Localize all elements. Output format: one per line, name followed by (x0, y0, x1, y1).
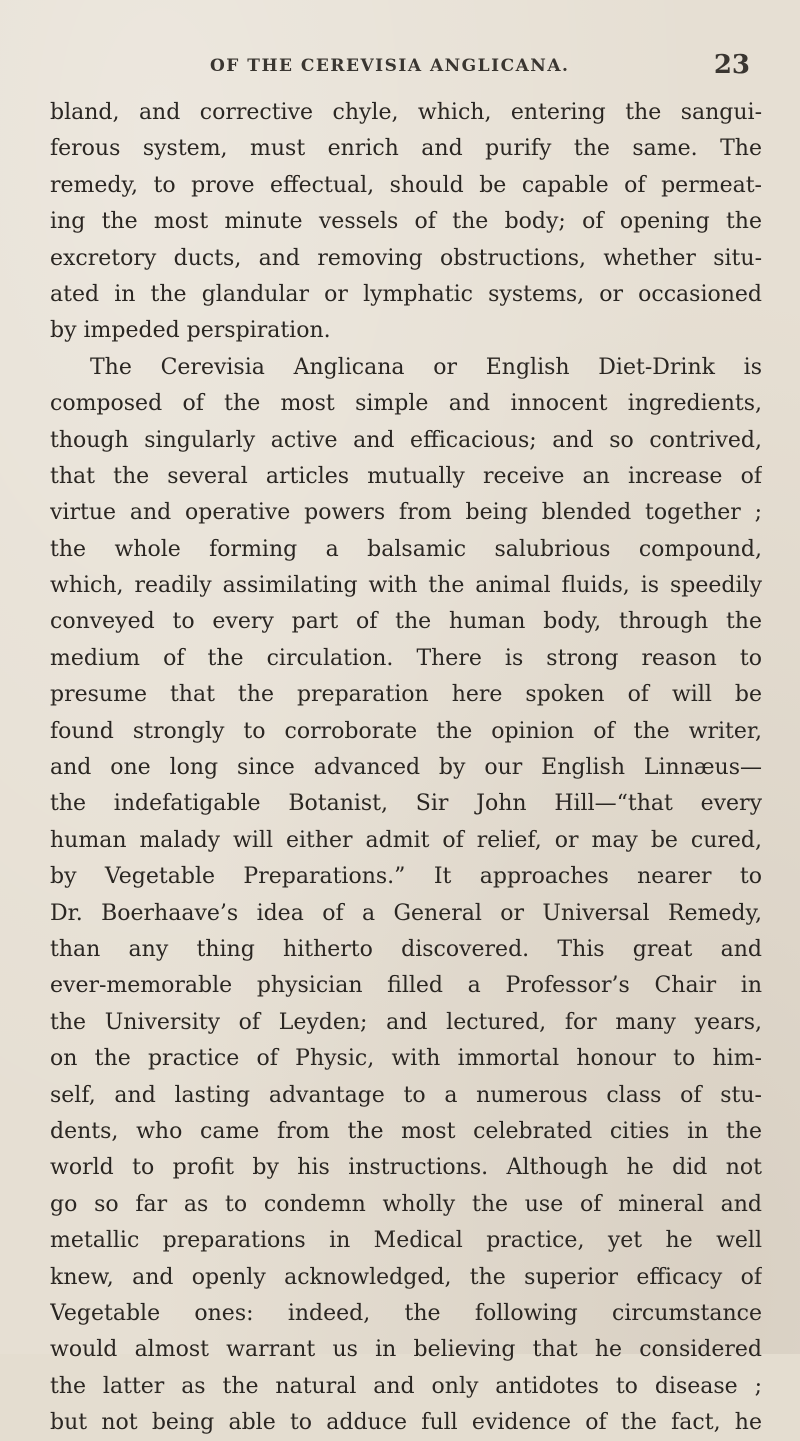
text-line: that the several articles mutually receive an increase of (50, 463, 762, 489)
text-line: dents, who came from the most celebrated cities in the (50, 1118, 762, 1144)
text-line: knew, and openly acknowledged, the superior efficacy of (50, 1264, 762, 1290)
text-line: ferous system, must enrich and purify the same. The (50, 136, 762, 162)
text-line: Vegetable ones: indeed, the following circumstance (50, 1300, 762, 1326)
text-line: human malady will either admit of relief, or may be cured, (50, 827, 762, 853)
page-number: 23 (713, 50, 750, 80)
text-line: virtue and operative powers from being blended together ; (50, 500, 762, 526)
text-line: ever-memorable physician filled a Professor’s Chair in (50, 973, 762, 999)
running-head (210, 50, 750, 86)
text-line: would almost warrant us in believing that he considered (50, 1337, 762, 1363)
text-line: remedy, to prove effectual, should be capable of permeat- (50, 172, 762, 198)
text-line: by Vegetable Preparations.” It approaches nearer to (50, 864, 762, 890)
text-line: but not being able to adduce full evidence of the fact, he (50, 1410, 762, 1436)
text-line: the latter as the natural and only antidotes to disease ; (50, 1373, 762, 1399)
text-line: world to profit by his instructions. Although he did not (50, 1155, 762, 1181)
text-line: conveyed to every part of the human body, through the (50, 609, 762, 635)
text-line: bland, and corrective chyle, which, entering the sangui- (50, 100, 762, 125)
text-line: medium of the circulation. There is strong reason to (50, 645, 762, 671)
text-line: found strongly to corroborate the opinion of the writer, (50, 718, 762, 744)
running-title: OF THE CEREVISIA ANGLICANA. (210, 56, 570, 76)
text-line: on the practice of Physic, with immortal honour to him- (50, 1046, 762, 1072)
body-text (50, 95, 762, 1441)
text-line: which, readily assimilating with the animal fluids, is speedily (50, 573, 762, 599)
text-line: the whole forming a balsamic salubrious compound, (50, 536, 762, 562)
text-line: the indefatigable Botanist, Sir John Hill—“that every (50, 791, 762, 817)
text-line: by impeded perspiration. (50, 318, 331, 344)
text-line: metallic preparations in Medical practice, yet he well (50, 1228, 762, 1254)
text-line: presume that the preparation here spoken of will be (50, 682, 762, 708)
text-line: the University of Leyden; and lectured, for many years, (50, 1009, 762, 1035)
text-line: than any thing hitherto discovered. This great and (50, 936, 762, 962)
text-line: The Cerevisia Anglicana or English Diet-Drink is (90, 354, 762, 380)
text-line: excretory ducts, and removing obstructions, whether situ- (50, 245, 762, 271)
text-line: Dr. Boerhaave’s idea of a General or Universal Remedy, (50, 900, 762, 926)
text-line: ated in the glandular or lymphatic systems, or occasioned (50, 281, 762, 307)
text-line: ing the most minute vessels of the body; of opening the (50, 209, 762, 235)
text-line: though singularly active and efficacious; and so contrived, (50, 427, 762, 453)
text-line: self, and lasting advantage to a numerous class of stu- (50, 1082, 762, 1108)
text-line: and one long since advanced by our English Linnæus— (50, 755, 762, 781)
text-line: composed of the most simple and innocent ingredients, (50, 391, 762, 417)
text-line: go so far as to condemn wholly the use of mineral and (50, 1191, 762, 1217)
